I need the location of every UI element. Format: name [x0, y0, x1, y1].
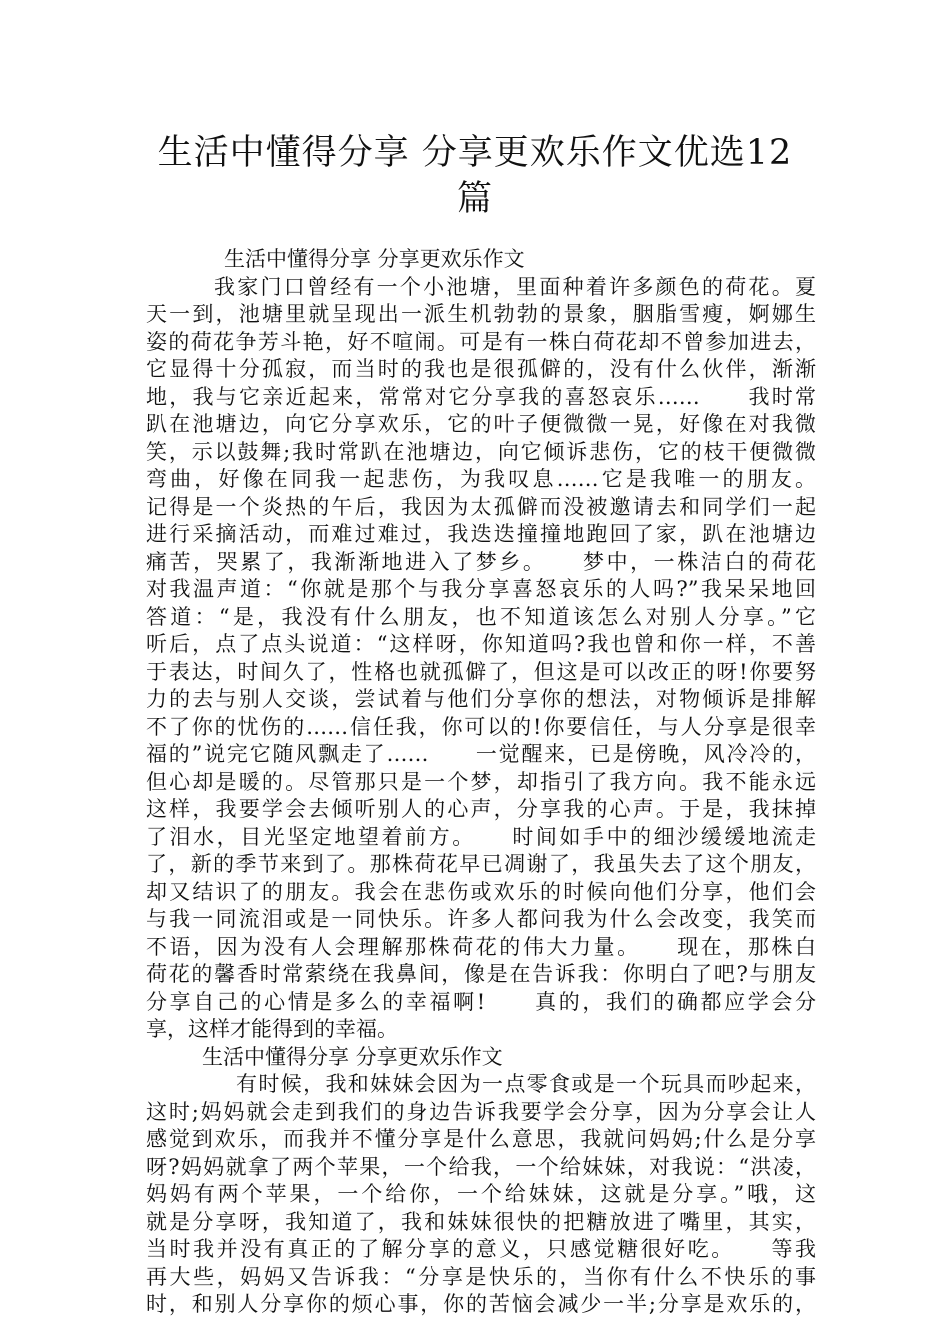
document-title	[150, 130, 800, 222]
text-line: 有时候，我和妹妹会因为一点零食或是一个玩具而吵起来，	[236, 1072, 816, 1096]
text-line: 呀?妈妈就拿了两个苹果，一个给我，一个给妹妹，对我说：“洪凌，	[146, 1154, 816, 1179]
text-line: 当时我并没有真正的了解分享的意义，只感觉糖很好吃。 等我	[146, 1237, 816, 1261]
text-line: 力的去与别人交谈，尝试着与他们分享你的想法，对物倾诉是排解	[146, 687, 816, 711]
text-line: 于表达，时间久了，性格也就孤僻了，但这是可以改正的呀!你要努	[146, 659, 816, 684]
text-line: 对我温声道：“你就是那个与我分享喜怒哀乐的人吗?”我呆呆地回	[146, 577, 816, 601]
section-heading: 生活中懂得分享 分享更欢乐作文	[202, 1044, 503, 1069]
text-line: 天一到，池塘里就呈现出一派生机勃勃的景象，胭脂雪瘦，婀娜生	[146, 302, 816, 326]
text-line: 不语，因为没有人会理解那株荷花的伟大力量。 现在，那株白	[146, 934, 816, 959]
text-line: 再大些，妈妈又告诉我：“分享是快乐的，当你有什么不快乐的事	[146, 1264, 816, 1289]
text-line: 答道：“是，我没有什么朋友，也不知道该怎么对别人分享。”它	[146, 604, 816, 629]
text-line: 却又结识了的朋友。我会在悲伤或欢乐的时候向他们分享，他们会	[146, 879, 816, 904]
text-line: 享，这样才能得到的幸福。	[146, 1017, 398, 1041]
text-line: 时，和别人分享你的烦心事，你的苦恼会减少一半;分享是欢乐的，	[146, 1292, 816, 1316]
text-line: 笑，示以鼓舞;我时常趴在池塘边，向它倾诉悲伤，它的枝干便微微	[146, 439, 816, 464]
text-line: 这时;妈妈就会走到我们的身边告诉我要学会分享，因为分享会让人	[146, 1099, 816, 1124]
text-line: 这样，我要学会去倾听别人的心声，分享我的心声。于是，我抹掉	[146, 797, 816, 821]
text-line: 福的”说完它随风飘走了…… 一觉醒来，已是傍晚，风冷冷的，	[146, 742, 816, 766]
text-line: 与我一同流泪或是一同快乐。许多人都问我为什么会改变，我笑而	[146, 907, 816, 931]
section-heading: 生活中懂得分享 分享更欢乐作文	[224, 247, 525, 271]
title-line: 生活中懂得分享 分享更欢乐作文优选12	[157, 133, 793, 173]
text-line: 感觉到欢乐，而我并不懂分享是什么意思，我就问妈妈;什么是分享	[146, 1127, 816, 1151]
text-line: 我家门口曾经有一个小池塘，里面种着许多颜色的荷花。夏	[214, 274, 816, 299]
text-line: 了，新的季节来到了。那株荷花早已凋谢了，我虽失去了这个朋友，	[146, 852, 816, 876]
text-line: 分享自己的心情是多么的幸福啊! 真的，我们的确都应学会分	[146, 989, 816, 1014]
text-line: 痛苦，哭累了，我渐渐地进入了梦乡。 梦中，一株洁白的荷花	[146, 549, 816, 574]
text-line: 进行采摘活动，而难过难过，我迭迭撞撞地跑回了家，趴在池塘边	[146, 522, 816, 546]
text-line: 不了你的忧伤的……信任我，你可以的!你要信任，与人分享是很幸	[146, 714, 816, 739]
text-line: 姿的荷花争芳斗艳，好不喧闹。可是有一株白荷花却不曾参加进去，	[146, 329, 816, 354]
text-line: 地，我与它亲近起来，常常对它分享我的喜怒哀乐…… 我时常	[146, 384, 816, 409]
title-line: 篇	[456, 179, 493, 219]
text-line: 荷花的馨香时常萦绕在我鼻间，像是在告诉我：你明白了吧?与朋友	[146, 962, 816, 986]
text-line: 听后，点了点头说道：“这样呀，你知道吗?我也曾和你一样，不善	[146, 632, 816, 656]
text-line: 妈妈有两个苹果，一个给你，一个给妹妹，这就是分享。”哦，这	[146, 1182, 816, 1206]
text-line: 就是分享呀，我知道了，我和妹妹很快的把糖放进了嘴里，其实，	[146, 1209, 816, 1234]
text-line: 弯曲，好像在同我一起悲伤，为我叹息……它是我唯一的朋友。	[146, 467, 816, 491]
text-line: 趴在池塘边，向它分享欢乐，它的叶子便微微一晃，好像在对我微	[146, 412, 816, 436]
document-body	[146, 246, 816, 1319]
text-line: 了泪水，目光坚定地望着前方。 时间如手中的细沙缓缓地流走	[146, 824, 816, 849]
text-line: 它显得十分孤寂，而当时的我也是很孤僻的，没有什么伙伴，渐渐	[146, 357, 816, 381]
text-line: 记得是一个炎热的午后，我因为太孤僻而没被邀请去和同学们一起	[146, 494, 816, 519]
text-line: 但心却是暖的。尽管那只是一个梦，却指引了我方向。我不能永远	[146, 769, 816, 794]
